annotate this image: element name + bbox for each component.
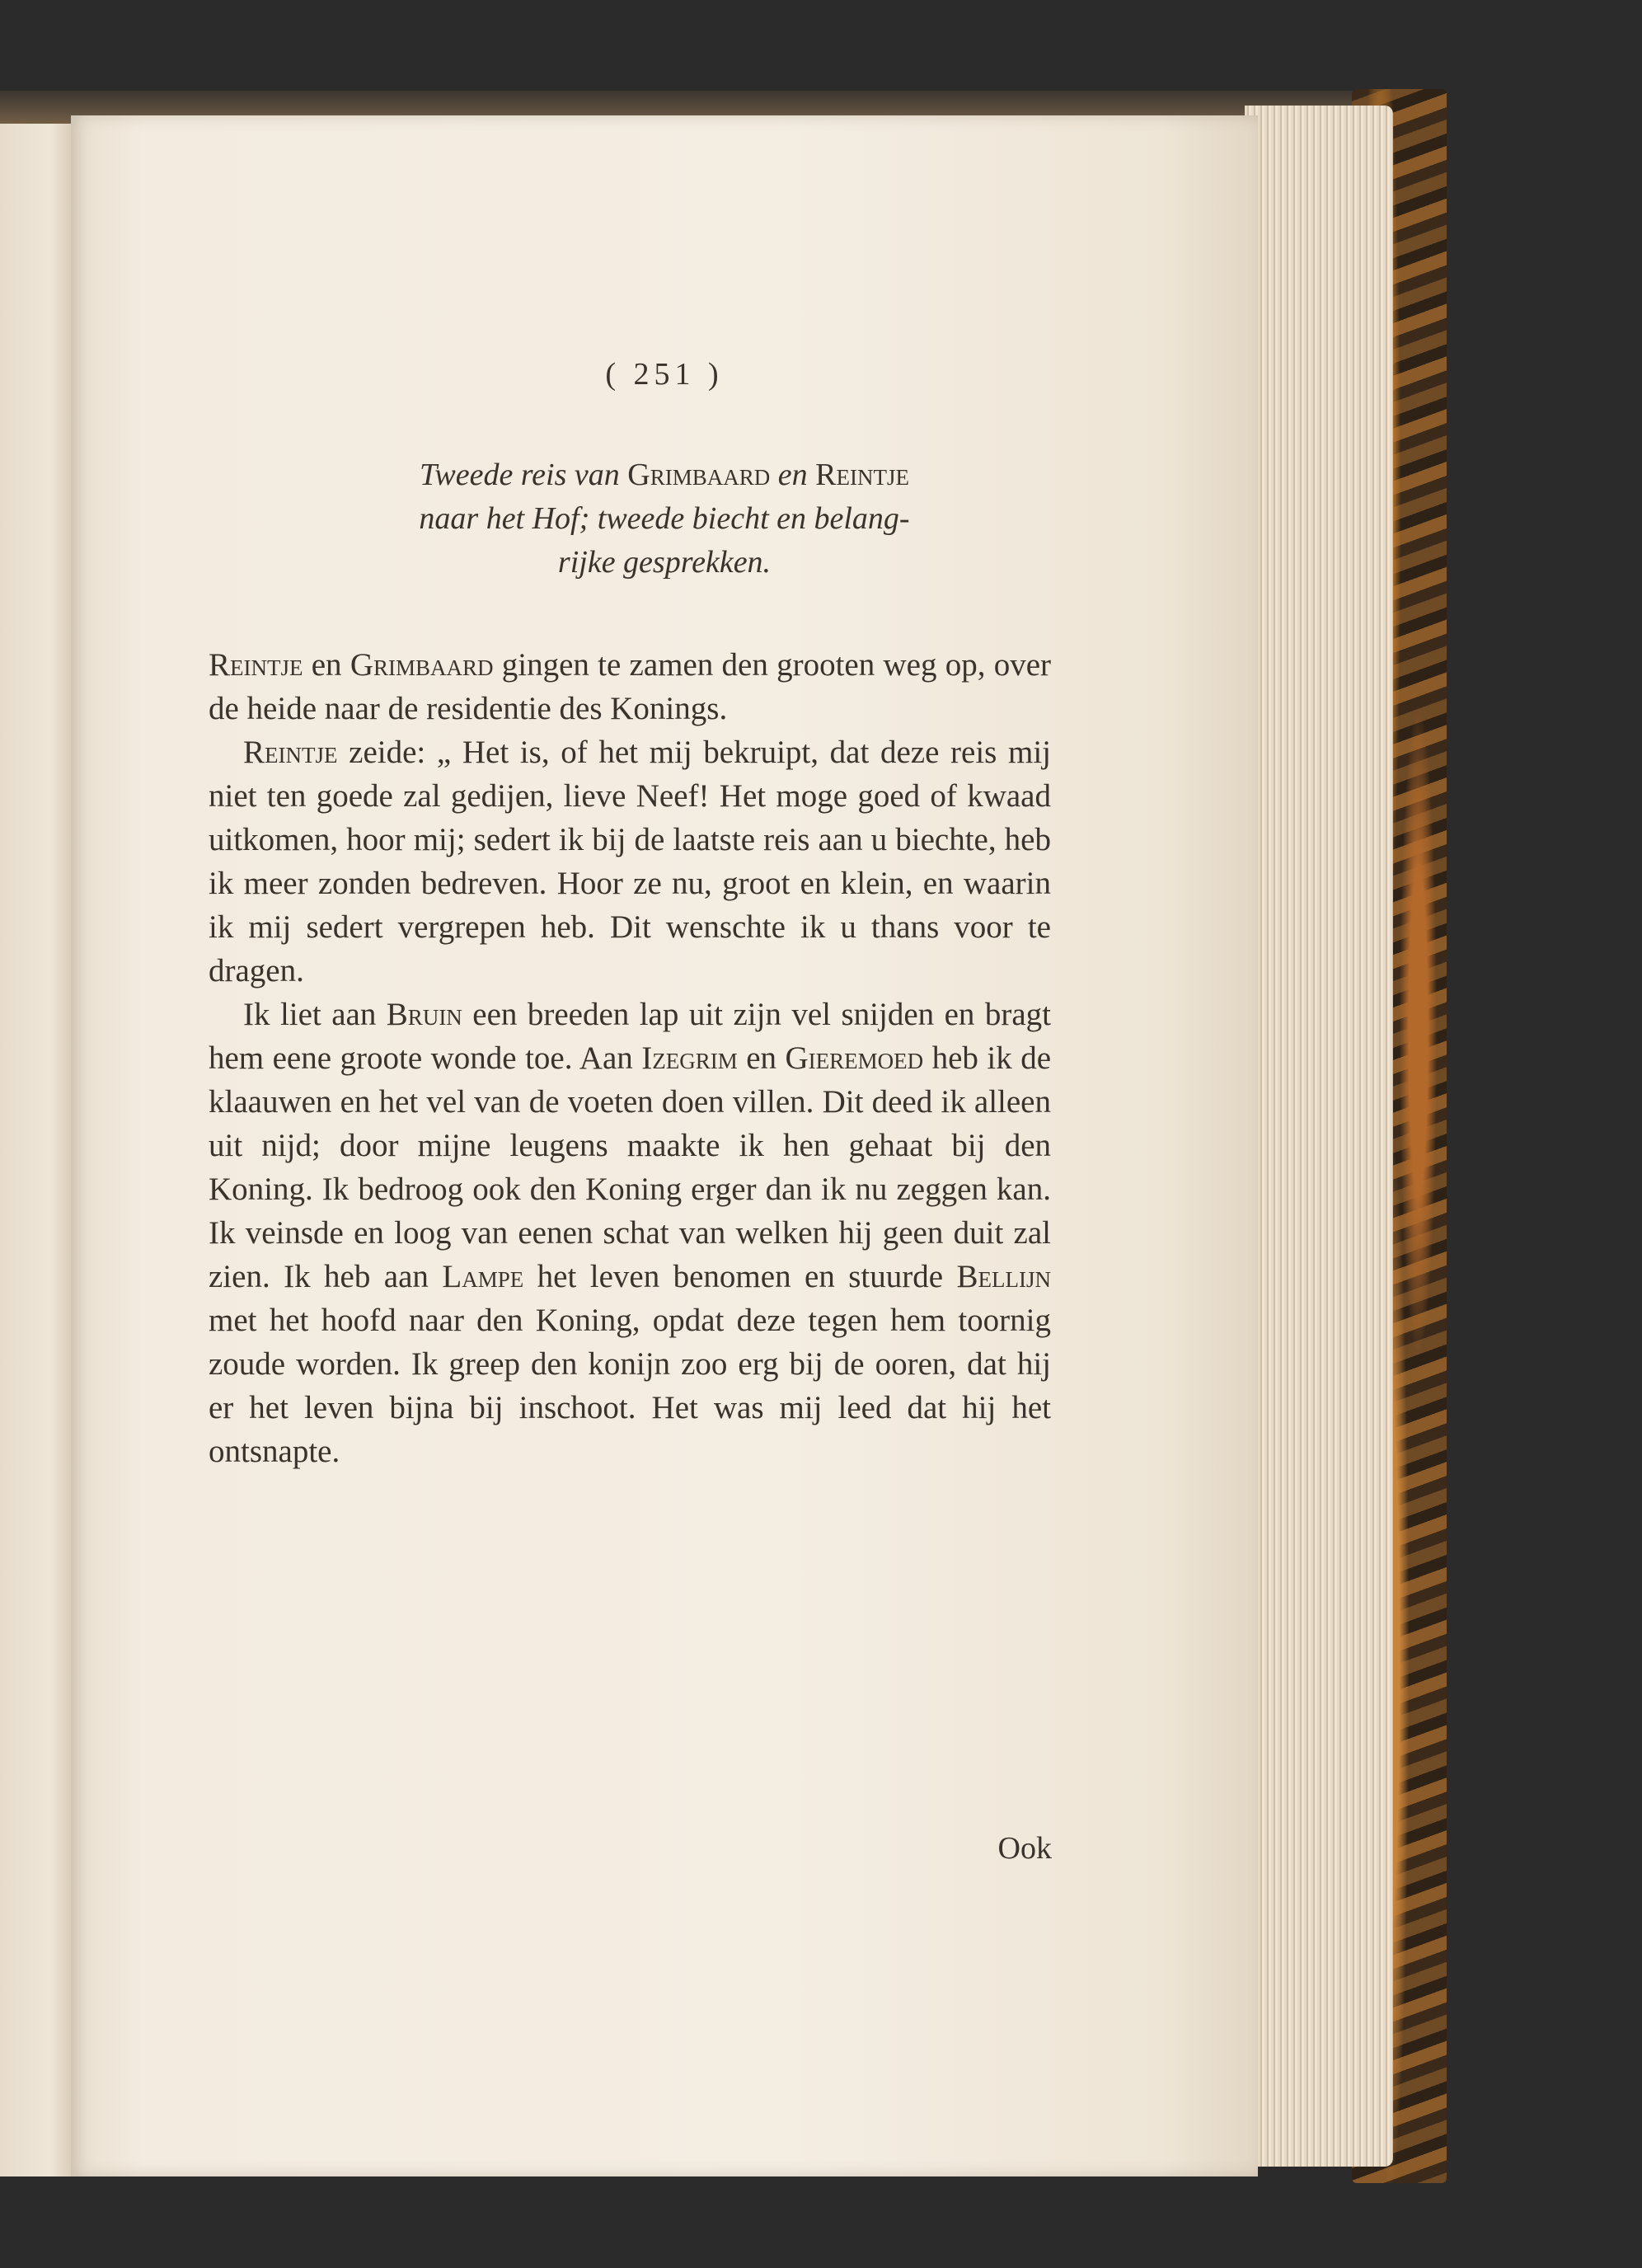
paragraph-2: Reintje zeide: „ Het is, of het mij bekruipt, dat deze reis mij niet ten goede zal gedijen, lieve Neef! Het moge goed of kwaad uitkomen, hoor mij; sedert ik bij de laatste reis aan u biechte, heb ik meer zonden bedreven. Hoor ze nu, groot en klein, en waarin ik mij sedert vergrepen heb. Dit wenschte ik u thans voor te dragen.	[209, 735, 1051, 988]
paragraph-1: Reintje en Grimbaard gingen te zamen den grooten weg op, over de heide naar de residentie des Konings.	[209, 647, 1051, 726]
chapter-heading	[195, 453, 1134, 585]
book-page	[71, 115, 1258, 2176]
left-page-edge	[0, 124, 74, 2176]
body-text	[209, 643, 1051, 1473]
catchword: Ook	[997, 1831, 1052, 1866]
heading-name-grimbaard: Grimbaard	[627, 458, 771, 492]
heading-name-reintje: Reintje	[815, 458, 909, 492]
paragraph-3: Ik liet aan Bruin een breeden lap uit zijn vel snijden en bragt hem eene groote wonde toe. Aan Izegrim en Gieremoed heb ik de klaauwen en het vel van de voeten doen villen. Dit deed ik alleen uit nijd; door mijne leugens maakte ik hen gehaat bij den Koning. Ik bedroog ook den Koning erger dan ik nu zeggen kan. Ik veinsde en loog van eenen schat van welken hij geen duit zal zien. Ik heb aan Lampe het leven benomen en stuurde Bellijn met het hoofd naar den Koning, opdat deze tegen hem toornig zoude worden. Ik greep den konijn zoo erg bij de ooren, dat hij er het leven bijna bij inschoot. Het was mij leed dat hij het ontsnapte.	[209, 997, 1052, 1469]
page-number: ( 251 )	[605, 357, 724, 392]
heading-line-2: naar het Hof; tweede biecht en belang-	[419, 501, 910, 536]
heading-line-1: Tweede reis van Grimbaard en Reintje	[420, 458, 909, 492]
heading-line-3: rijke gesprekken.	[557, 545, 772, 580]
page-block-edges	[1245, 106, 1393, 2167]
